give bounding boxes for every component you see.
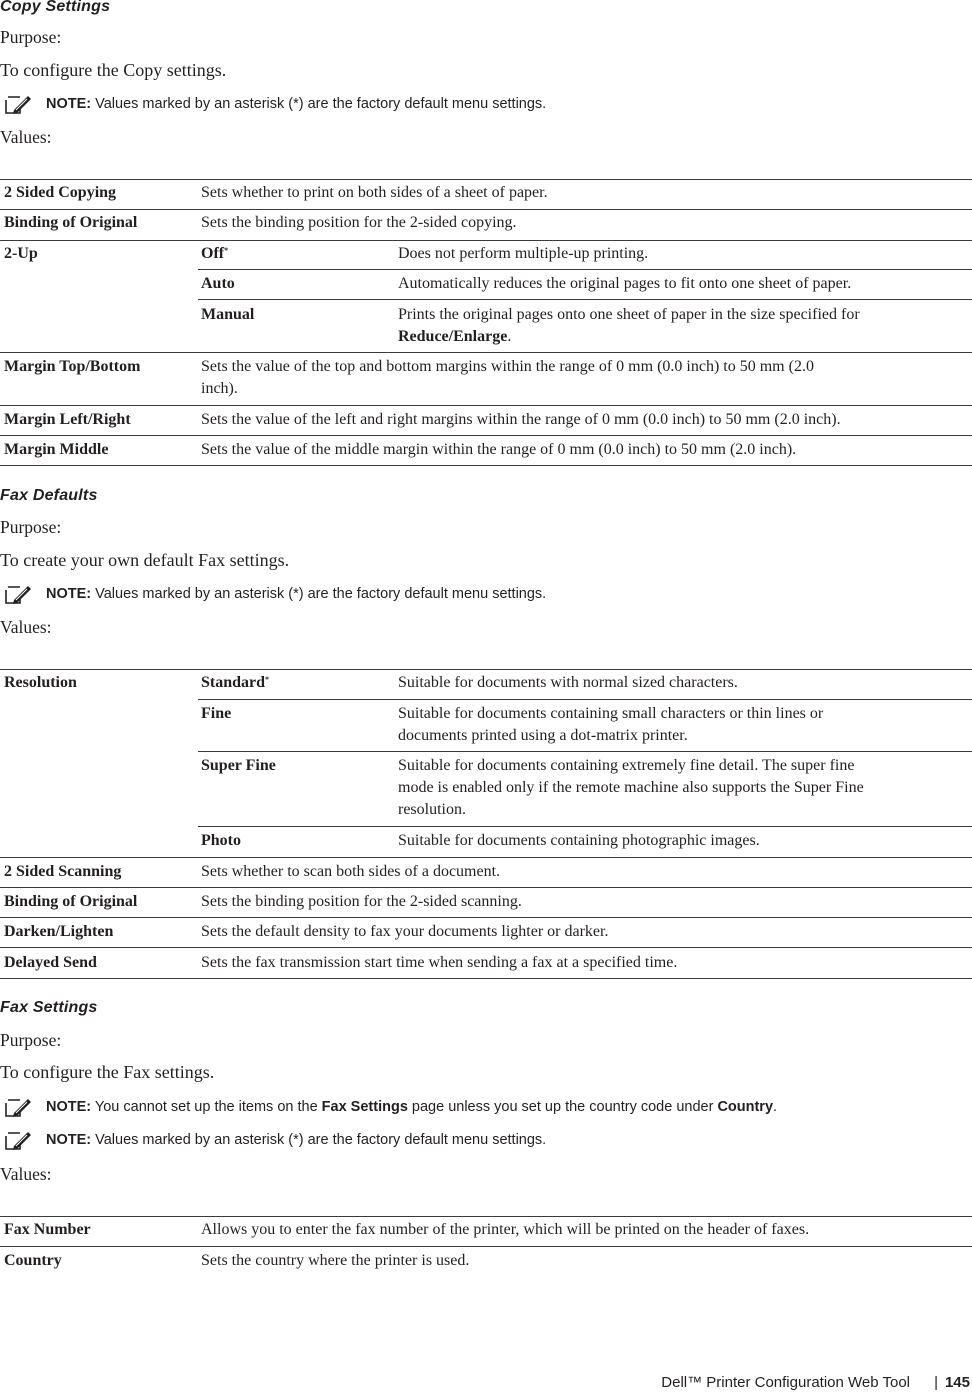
- reduce-enlarge-ref: Reduce/Enlarge: [398, 328, 508, 345]
- row-desc: Sets the binding position for the 2-sided scanning.: [201, 893, 522, 910]
- note-text: Values marked by an asterisk (*) are the factory default menu settings.: [91, 96, 547, 112]
- purpose-text: To configure the Fax settings.: [0, 1062, 215, 1082]
- values-label: Values:: [0, 127, 52, 147]
- fax-settings-ref: Fax Settings: [321, 1099, 408, 1115]
- row-desc: Sets the fax transmission start time when sending a fax at a specified time.: [201, 954, 678, 971]
- option-desc: Suitable for documents containing extremely fine detail. The super fine: [398, 757, 855, 774]
- row-name: Delayed Send: [4, 954, 97, 971]
- section-title-fax-settings: Fax Settings: [0, 999, 98, 1016]
- purpose-label: Purpose:: [0, 27, 62, 47]
- note-pencil-icon: [2, 1097, 32, 1119]
- row-name: Margin Middle: [4, 441, 109, 458]
- footer-title: Dell™ Printer Configuration Web Tool: [661, 1374, 910, 1391]
- country-ref: Country: [717, 1099, 774, 1115]
- option-name: Photo: [201, 832, 241, 849]
- row-desc: Sets the default density to fax your documents lighter or darker.: [201, 923, 609, 940]
- row-desc: Sets the country where the printer is used.: [201, 1252, 470, 1269]
- option-desc: Prints the original pages onto one sheet of paper in the size specified for: [398, 306, 860, 323]
- row-name: 2 Sided Scanning: [4, 863, 122, 880]
- purpose-text: To configure the Copy settings.: [0, 60, 227, 80]
- note-label: NOTE:: [46, 96, 92, 112]
- row-desc: Sets whether to scan both sides of a document.: [201, 863, 501, 880]
- option-desc-cont: resolution.: [398, 801, 466, 818]
- option-desc: Suitable for documents with normal sized characters.: [398, 674, 738, 691]
- row-desc: Sets whether to print on both sides of a sheet of paper.: [201, 184, 548, 201]
- option-desc: Automatically reduces the original pages to fit onto one sheet of paper.: [398, 275, 852, 292]
- row-desc: Allows you to enter the fax number of the printer, which will be printed on the header of faxes.: [201, 1221, 810, 1238]
- values-label: Values:: [0, 617, 52, 637]
- purpose-label: Purpose:: [0, 517, 62, 537]
- note-default-values: [0, 94, 960, 118]
- row-desc: Sets the value of the middle margin within the range of 0 mm (0.0 inch) to 50 mm (2.0 inch).: [201, 441, 797, 458]
- note-label: NOTE:: [46, 1099, 92, 1115]
- row-desc: Sets the value of the top and bottom margins within the range of 0 mm (0.0 inch) to 50 mm (2.0: [201, 358, 814, 375]
- option-desc-cont: mode is enabled only if the remote machine also supports the Super Fine: [398, 779, 864, 796]
- note-text: Values marked by an asterisk (*) are the factory default menu settings.: [91, 1132, 547, 1148]
- option-name: Auto: [201, 275, 235, 292]
- note-default-values: [0, 584, 960, 608]
- note-text: Values marked by an asterisk (*) are the factory default menu settings.: [91, 586, 547, 602]
- row-name: Margin Left/Right: [4, 411, 131, 428]
- note-pencil-icon: [2, 94, 32, 116]
- row-name: Binding of Original: [4, 893, 138, 910]
- note-label: NOTE:: [46, 1132, 92, 1148]
- section-title-copy-settings: Copy Settings: [0, 0, 111, 15]
- page-number: 145: [944, 1374, 970, 1391]
- row-name: 2-Up: [4, 245, 38, 262]
- option-desc: Does not perform multiple-up printing.: [398, 245, 649, 262]
- row-name: 2 Sided Copying: [4, 184, 117, 201]
- option-desc-cont: documents printed using a dot-matrix printer.: [398, 727, 688, 744]
- option-name: Super Fine: [201, 757, 276, 774]
- footer-separator: |: [934, 1374, 938, 1391]
- row-desc-cont: inch).: [201, 380, 238, 397]
- row-name: Fax Number: [4, 1221, 91, 1238]
- option-name: Standard*: [201, 674, 270, 691]
- note-pencil-icon: [2, 1130, 32, 1152]
- option-desc: Suitable for documents containing photographic images.: [398, 832, 760, 849]
- option-desc: Suitable for documents containing small characters or thin lines or: [398, 705, 824, 722]
- row-name: Resolution: [4, 674, 77, 691]
- option-name: Fine: [201, 705, 232, 722]
- note-country-requirement: NOTE: You cannot set up the items on the Fax Settings page unless you set up the country code under Country.: [0, 1097, 960, 1121]
- row-name: Darken/Lighten: [4, 923, 114, 940]
- section-title-fax-defaults: Fax Defaults: [0, 487, 98, 504]
- row-name: Binding of Original: [4, 214, 138, 231]
- row-name: Margin Top/Bottom: [4, 358, 141, 375]
- note-pencil-icon: [2, 584, 32, 606]
- page-footer: [572, 1374, 972, 1394]
- row-name: Country: [4, 1252, 62, 1269]
- note-default-values: [0, 1130, 960, 1154]
- row-desc: Sets the binding position for the 2-sided copying.: [201, 214, 517, 231]
- row-desc: Sets the value of the left and right margins within the range of 0 mm (0.0 inch) to 50 mm (2.0 inch).: [201, 411, 841, 428]
- purpose-text: To create your own default Fax settings.: [0, 550, 290, 570]
- purpose-label: Purpose:: [0, 1030, 62, 1050]
- option-name: Manual: [201, 306, 255, 323]
- option-desc-cont: Reduce/Enlarge.: [398, 328, 512, 345]
- note-label: NOTE:: [46, 586, 92, 602]
- values-label: Values:: [0, 1164, 52, 1184]
- option-name: Off*: [201, 245, 229, 262]
